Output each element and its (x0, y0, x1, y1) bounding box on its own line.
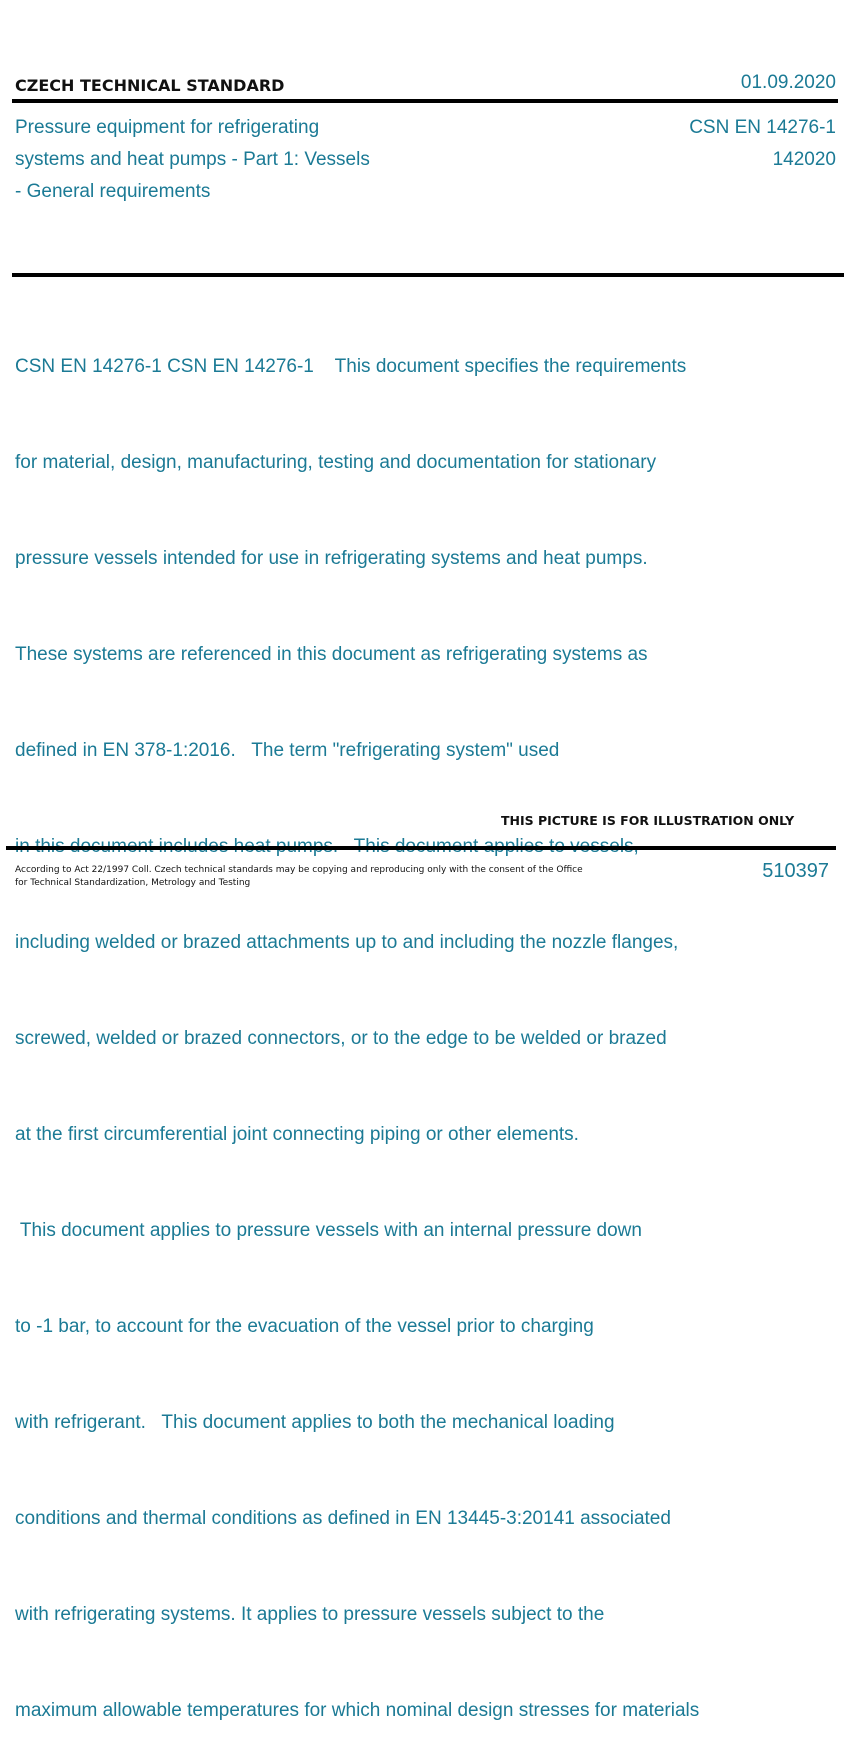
copyright-notice-line: According to Act 22/1997 Coll. Czech technical standards may be copying and reproducing only with the consent of the Office (15, 865, 583, 875)
abstract-line: pressure vessels intended for use in refrigerating systems and heat pumps. (15, 548, 648, 569)
abstract-line: with refrigerant. This document applies to both the mechanical loading (15, 1412, 615, 1433)
header-divider (12, 99, 838, 103)
abstract-line: at the first circumferential joint connecting piping or other elements. (15, 1124, 579, 1145)
illustration-disclaimer: THIS PICTURE IS FOR ILLUSTRATION ONLY (501, 813, 795, 828)
abstract-line: screwed, welded or brazed connectors, or to the edge to be welded or brazed (15, 1028, 667, 1049)
copyright-notice-line: for Technical Standardization, Metrology and Testing (15, 878, 251, 888)
document-title-line-3: - General requirements (15, 181, 211, 202)
title-divider (12, 273, 844, 277)
abstract-line: defined in EN 378-1:2016. The term "refrigerating system" used (15, 740, 560, 761)
document-number: 510397 (762, 860, 829, 882)
standard-type-label: CZECH TECHNICAL STANDARD (15, 76, 285, 95)
abstract-line: maximum allowable temperatures for which nominal design stresses for materials (15, 1700, 700, 1721)
document-title-line-1: Pressure equipment for refrigerating (15, 117, 320, 138)
document-title-line-2: systems and heat pumps - Part 1: Vessels (15, 149, 370, 170)
abstract-line: for material, design, manufacturing, testing and documentation for stationary (15, 452, 657, 473)
abstract-line: including welded or brazed attachments up to and including the nozzle flanges, (15, 932, 679, 953)
abstract-line: CSN EN 14276-1 CSN EN 14276-1 This document specifies the requirements (15, 356, 687, 377)
abstract-line: with refrigerating systems. It applies to pressure vessels subject to the (15, 1604, 605, 1625)
abstract-line: conditions and thermal conditions as defined in EN 13445-3:20141 associated (15, 1508, 671, 1529)
abstract-line: to -1 bar, to account for the evacuation of the vessel prior to charging (15, 1316, 594, 1337)
abstract-line: These systems are referenced in this document as refrigerating systems as (15, 644, 648, 665)
document-abstract (15, 287, 815, 1759)
publication-date: 01.09.2020 (740, 72, 836, 93)
abstract-line: This document applies to pressure vessels with an internal pressure down (15, 1220, 642, 1241)
standard-code: CSN EN 14276-1 (689, 117, 836, 138)
copyright-notice (15, 864, 585, 890)
footer-divider (6, 846, 836, 850)
classification-number: 142020 (772, 149, 836, 170)
